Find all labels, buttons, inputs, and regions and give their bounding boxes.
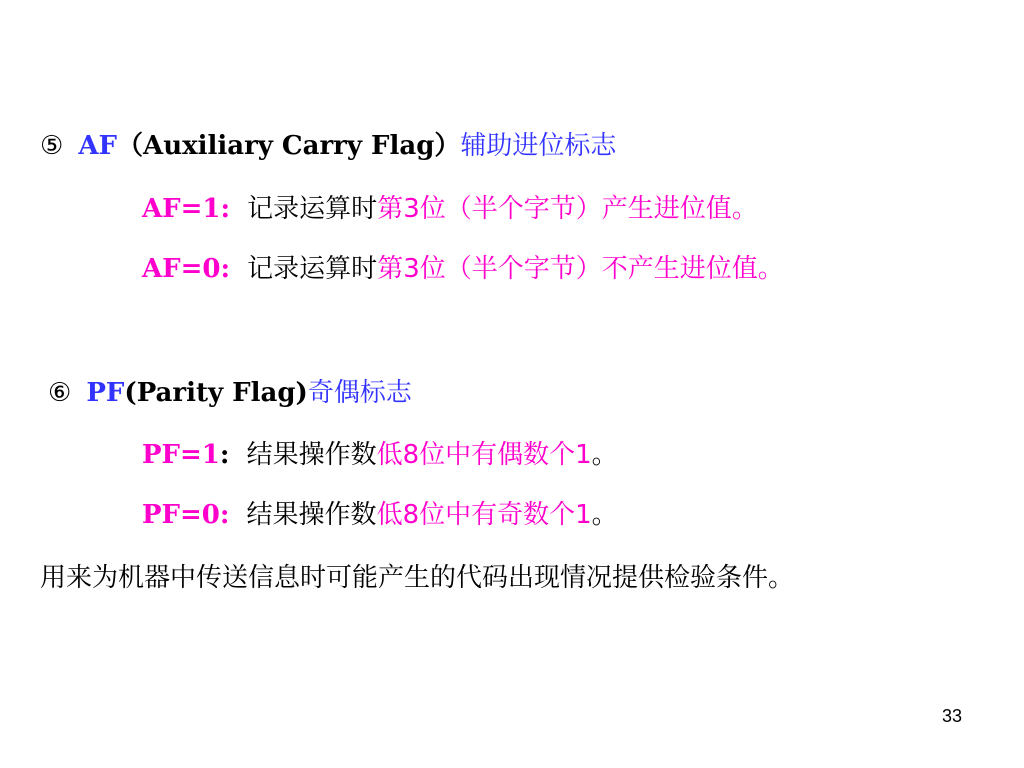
af0-label: AF=0: [142,254,231,284]
af0-text-pink: 第3位（半个字节）不产生进位值。 [377,254,784,284]
af0-text-black: 记录运算时 [247,254,378,284]
pf-line-1 [142,438,618,472]
pf-full-name: (Parity Flag) [124,378,308,408]
pf0-text-pink: 低8位中有奇数个1 [376,500,592,530]
af-full-name: （Auxiliary Carry Flag） [117,131,461,161]
af1-label: AF=1: [142,194,231,224]
pf-number: ⑥ [48,378,72,408]
af-number: ⑤ [40,131,64,161]
af-line-0 [142,252,784,286]
pf-line-0 [142,498,618,532]
page-number: 33 [941,706,962,726]
usage-paragraph: 用来为机器中传送信息时可能产生的代码出现情况提供检验条件。 [40,563,795,593]
pf1-text-black: 结果操作数 [246,440,377,470]
pf1-text-pink: 低8位中有偶数个1 [376,440,592,470]
af1-text-black: 记录运算时 [247,194,378,224]
pf-heading [48,376,412,410]
pf1-label: PF=1 [142,440,220,470]
pf1-colon: : [219,440,230,470]
pf-cn-name: 奇偶标志 [307,378,412,408]
pf0-label: PF=0: [142,500,230,530]
af-line-1 [142,192,758,226]
af1-text-pink: 第3位（半个字节）产生进位值。 [377,194,758,224]
pf-abbr: PF [86,378,125,408]
af-cn-name: 辅助进位标志 [460,131,617,161]
af-heading [40,129,616,163]
pf0-end: 。 [591,500,618,530]
af-abbr: AF [78,131,118,161]
pf1-end: 。 [591,440,618,470]
pf0-text-black: 结果操作数 [246,500,377,530]
